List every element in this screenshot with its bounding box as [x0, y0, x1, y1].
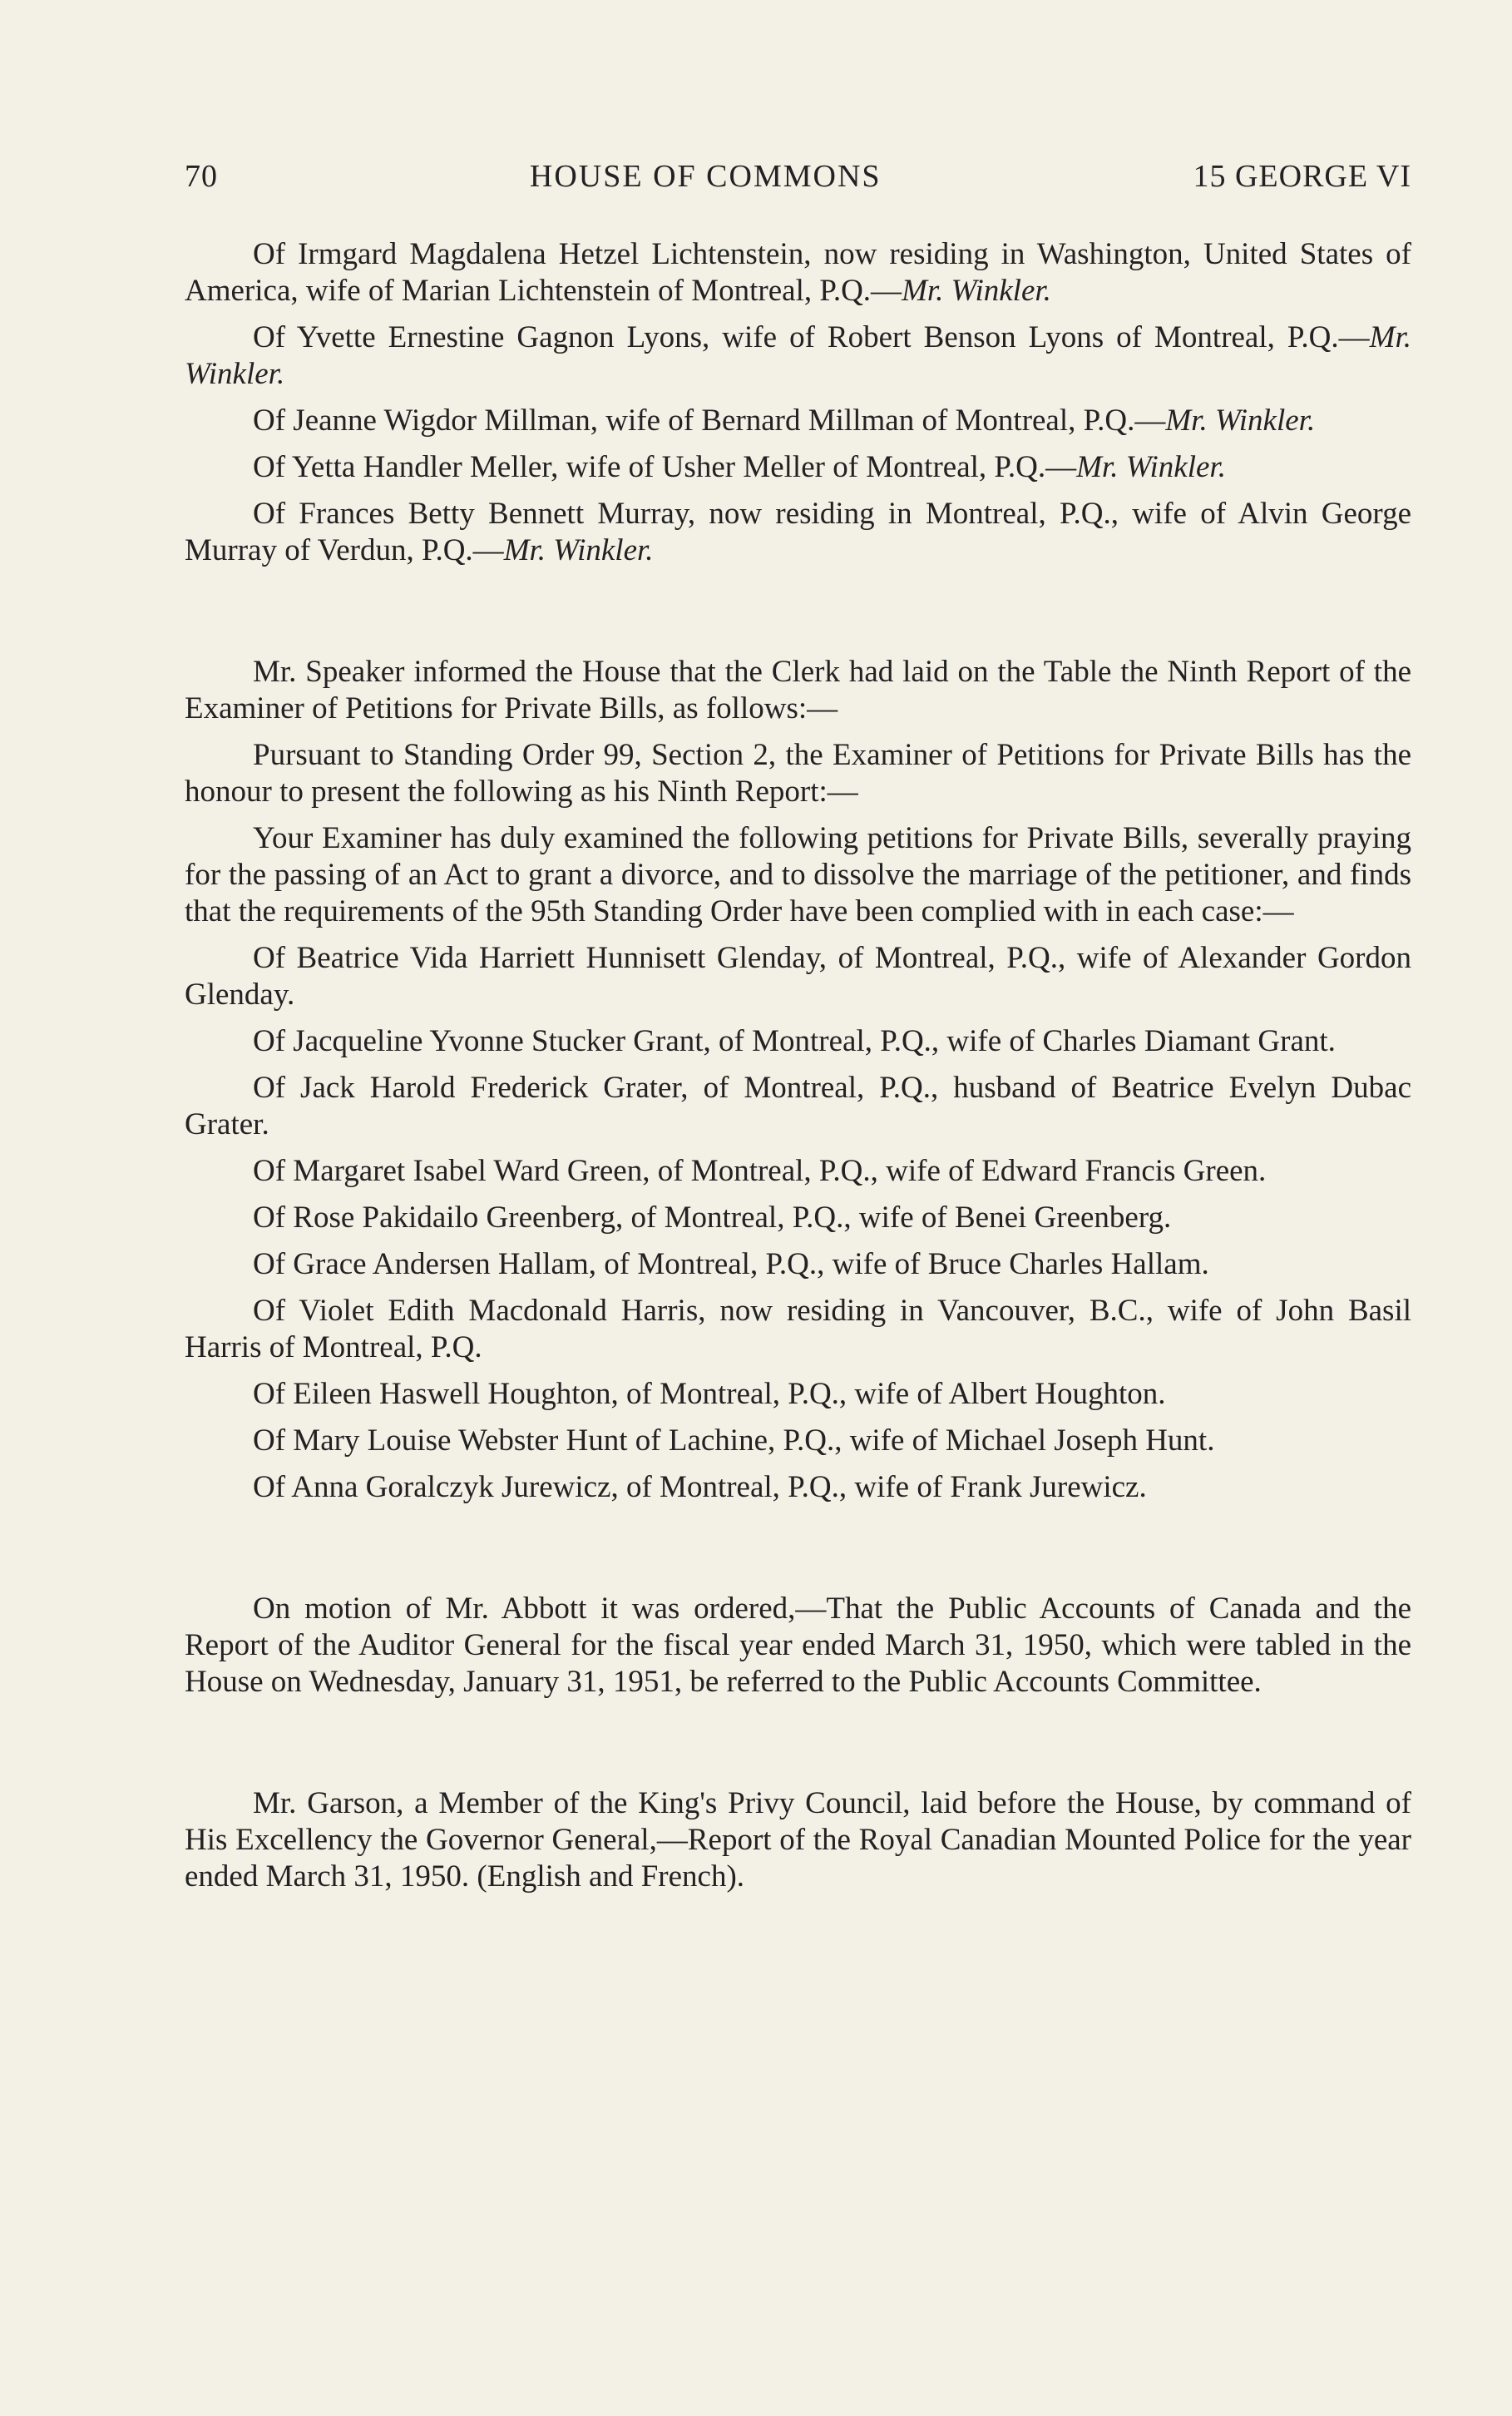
report-paragraph: Mr. Speaker informed the House that the Clerk had laid on the Table the Ninth Report of the Examiner of Petitions for Private Bills, as follows:—	[185, 655, 1411, 725]
petition-entry: Of Rose Pakidailo Greenberg, of Montreal, P.Q., wife of Benei Greenberg.	[253, 1201, 1172, 1235]
petition-entry: Of Grace Andersen Hallam, of Montreal, P.Q., wife of Bruce Charles Hallam.	[253, 1247, 1209, 1281]
petition-entry: Of Frances Betty Bennett Murray, now residing in Montreal, P.Q., wife of Alvin George Murray of Verdun, P.Q.—Mr. Winkler.	[185, 497, 1411, 567]
page-header	[185, 158, 1411, 195]
petition-entry: Of Yetta Handler Meller, wife of Usher Meller of Montreal, P.Q.—Mr. Winkler.	[253, 450, 1226, 484]
report-paragraph: Pursuant to Standing Order 99, Section 2, the Examiner of Petitions for Private Bills has the honour to present the following as his Ninth Report:—	[185, 738, 1411, 809]
page-number: 70	[185, 159, 218, 194]
motion-paragraph: On motion of Mr. Abbott it was ordered,—That the Public Accounts of Canada and the Report of the Auditor General for the fiscal year ended March 31, 1950, which were tabled in the House on Wednesday, January 31, 1951, be referred to the Public Accounts Committee.	[185, 1592, 1411, 1699]
petition-entry: Of Jacqueline Yvonne Stucker Grant, of Montreal, P.Q., wife of Charles Diamant Grant.	[253, 1024, 1336, 1058]
petitions-block-1	[185, 236, 1411, 569]
petition-entry: Of Jeanne Wigdor Millman, wife of Bernard Millman of Montreal, P.Q.—Mr. Winkler.	[253, 403, 1316, 438]
tabling-paragraph: Mr. Garson, a Member of the King's Privy Council, laid before the House, by command of His Excellency the Governor General,—Report of the Royal Canadian Mounted Police for the year ended March 31, 1950. (English and French).	[185, 1786, 1411, 1894]
petition-entry: Of Violet Edith Macdonald Harris, now residing in Vancouver, B.C., wife of John Basil Harris of Montreal, P.Q.	[185, 1294, 1411, 1364]
petition-entry: Of Jack Harold Frederick Grater, of Montreal, P.Q., husband of Beatrice Evelyn Dubac Grater.	[185, 1071, 1411, 1141]
page-title: HOUSE OF COMMONS	[529, 159, 882, 194]
petition-entry: Of Yvette Ernestine Gagnon Lyons, wife of Robert Benson Lyons of Montreal, P.Q.—Mr. Winkler.	[185, 320, 1411, 391]
journal-page	[185, 158, 1411, 1905]
examiner-report	[185, 654, 1411, 930]
report-paragraph: Your Examiner has duly examined the following petitions for Private Bills, severally praying for the passing of an Act to grant a divorce, and to dissolve the marriage of the petitioner, and finds that the requirements of the 95th Standing Order have been complied with in each case:—	[185, 821, 1411, 928]
petition-entry: Of Anna Goralczyk Jurewicz, of Montreal, P.Q., wife of Frank Jurewicz.	[253, 1470, 1147, 1504]
petition-entry: Of Beatrice Vida Harriett Hunnisett Glenday, of Montreal, P.Q., wife of Alexander Gordon Glenday.	[185, 941, 1411, 1012]
regnal-year: 15 GEORGE VI	[1193, 159, 1411, 194]
petition-entry: Of Irmgard Magdalena Hetzel Lichtenstein, now residing in Washington, United States of America, wife of Marian Lichtenstein of Montreal, P.Q.—Mr. Winkler.	[185, 237, 1411, 308]
petition-entry: Of Mary Louise Webster Hunt of Lachine, P.Q., wife of Michael Joseph Hunt.	[253, 1423, 1215, 1458]
petition-entry: Of Eileen Haswell Houghton, of Montreal, P.Q., wife of Albert Houghton.	[253, 1377, 1166, 1411]
petitions-block-2	[185, 940, 1411, 1506]
petition-entry: Of Margaret Isabel Ward Green, of Montreal, P.Q., wife of Edward Francis Green.	[253, 1154, 1267, 1188]
